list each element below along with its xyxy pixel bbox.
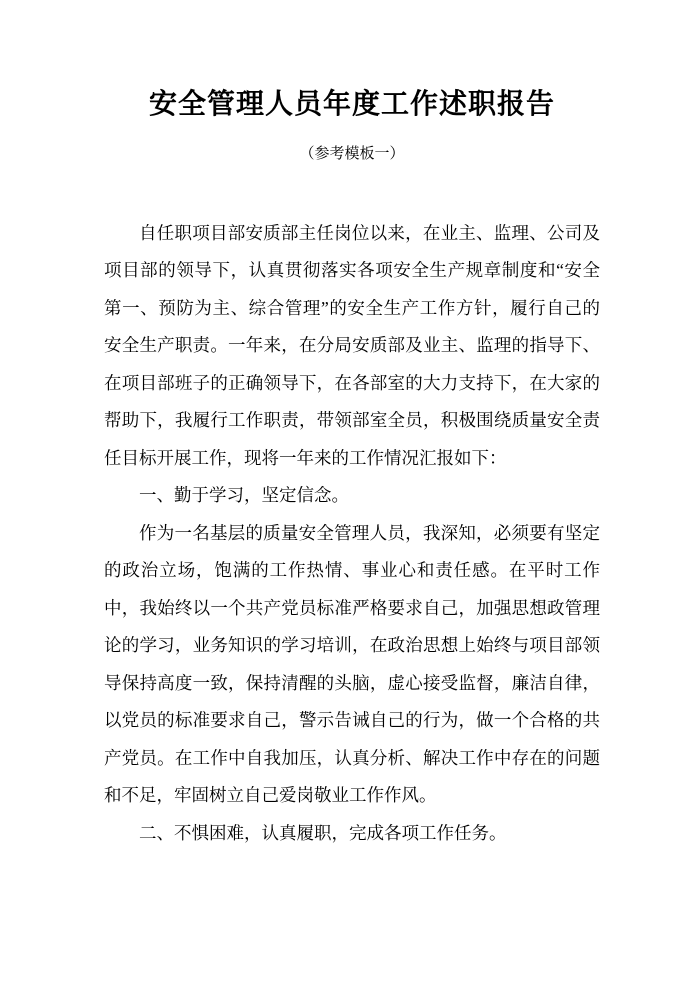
paragraph: 一、勤于学习，坚定信念。 (139, 485, 349, 506)
document-title: 安全管理人员年度工作述职报告 (148, 89, 555, 120)
paragraph: 自任职项目部安质部主任岗位以来，在业主、监理、公司及项目部的领导下，认真贯彻落实各项安全生产规章制度和“安全第一、预防为主、综合管理”的安全生产工作方针，履行自己的安全生产职责。一年来，在分局安质部及业主、监理的指导下、在项目部班子的正确领导下，在各部室的大力支持下，在大家的帮助下，我履行工作职责，带领部室全员，积极围绕质量安全责任目标开展工作，现将一年来的工作情况汇报如下： (104, 222, 600, 468)
paragraph: 作为一名基层的质量安全管理人员，我深知，必须要有坚定的政治立场，饱满的工作热情、事业心和责任感。在平时工作中，我始终以一个共产党员标准严格要求自己，加强思想政管理论的学习，业务知识的学习培训，在政治思想上始终与项目部领导保持高度一致，保持清醒的头脑，虚心接受监督，廉洁自律，以党员的标准要求自己，警示告诫自己的行为，做一个合格的共产党员。在工作中自我加压，认真分析、解决工作中存在的问题和不足，牢固树立自己爱岗敬业工作作风。 (104, 522, 600, 806)
document-body (104, 215, 600, 853)
paragraph: 二、不惧困难，认真履职，完成各项工作任务。 (139, 822, 507, 843)
document-subtitle: （参考模板一） (299, 145, 405, 162)
